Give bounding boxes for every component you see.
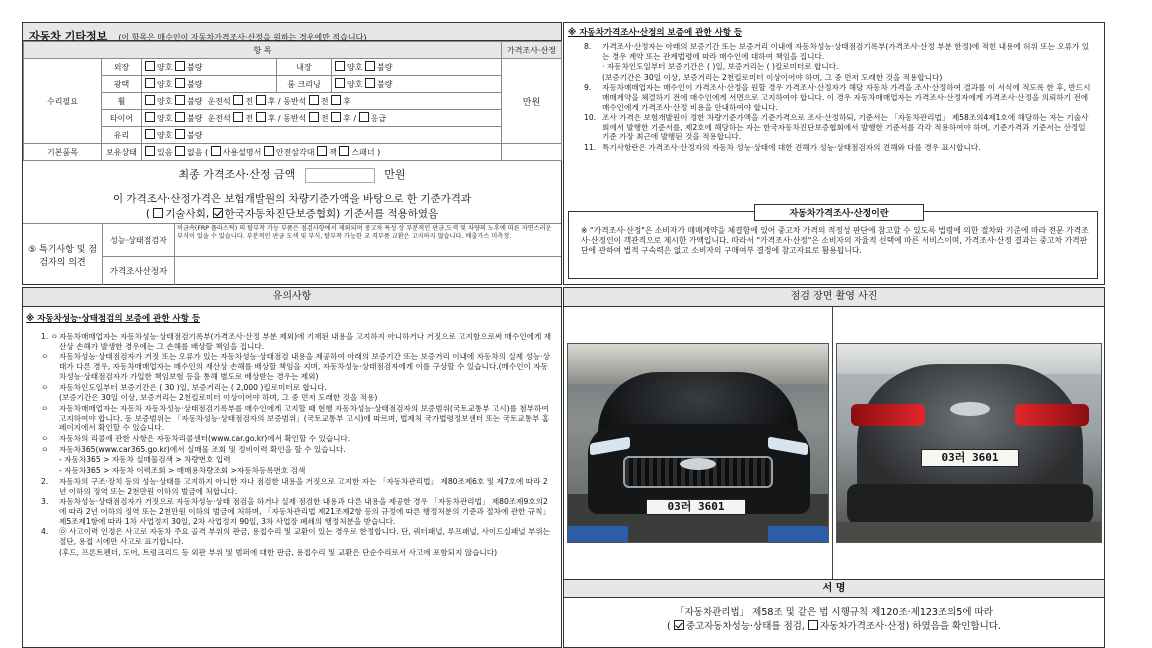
list-item [41,332,553,351]
interior-bad-checkbox[interactable] [365,61,375,71]
list-item-text: 조사 가격은 보험개발원이 정한 차량기준가액을 기준가격으로 조사·산정하되, 기준서는 「자동차관리법」 제58조의4제1호에 해당하는 자는 기술사회에서 발행한 기준서를, 제2호에 해당하는 자는 한국자동차진단보증협회에서 발행한 기준서를 각각 적용하여야 하며, 기준가격과 기준서는 산정일 기준 가장 최근에 발행된 것을 적용합니다. [602,113,1089,142]
list-item-number: 1. ㅇ [41,332,58,341]
price-unit: 만원 [502,59,562,144]
wheel-front-checkbox[interactable] [233,95,243,105]
list-item [41,466,553,476]
gloss-bad-checkbox[interactable] [175,78,185,88]
row-room-cleaning: 룸 크리닝 [277,76,332,93]
list-item-number: 11. [584,142,597,152]
list-item [584,113,1092,142]
list-item-text: 자동차매매업자는 자동차 자동차성능·상태점검기록부를 매수인에게 고지할 때 현행 자동차성능·상태점검자의 보증범위(국토교통부 고시)를 첨부하여 고지하여야 합니다. 동 보증범위는 「자동차성능·상태점검자의 보증범위」(국토교통부 고시)에 따르며, 법제처 국가법령정보센터 또는 국토교통부 홈페이지에서 확인할 수 있습니다. [59,403,550,433]
tire-rear-checkbox[interactable] [331,112,341,122]
photos-panel: 점검 장면 촬영 사진 03러 3601 03러 3601 서 명 「자동차관리법」 제58조 및 같은 법 시행규칙 제120조·제123조의5에 따라 ( 중고자동차성능·상태를 점검, 자동차가격조사·산정) 하였음을 확인합니다. [563,287,1105,648]
section-subtitle: (이 항목은 매수인이 자동차가격조사·산정을 원하는 경우에만 적습니다) [118,33,367,42]
list-item [584,62,1092,72]
notice-panel [22,287,562,648]
vehicle-other-info-panel: 자동차 기타정보 (이 항목은 매수인이 자동차가격조사·산정을 원하는 경우에만 적습니다) 항 목 가격조사·산정 수리필요 외장 양호 불량 내장 양호 불량 만원 광택 양호 불량 룸 크리닝 양호 불량 휠 양호 불량 운전석 전 후 / 동반석 전 후 타이어 양호 불량 운전석 전 후 / 동반석 전 후 / 응급 유리 양호 불량 기본품목 보유상태 있음 없음 ( 사용설명서 안전삼각대 잭 스패너 ) 최종 가격조사·산정 금액 만원 이 가격조사·산정가격은 보험개발원의 차량기준가액을 바탕으로 한 기준가격과 ( 기술사회, 한국자동차진단보증협회) 기준서를 적용하였음 ⑤ 특기사항 및 점검자의 의견 성능·상태점검자 비금속(FRP 플라스틱) 의 탈부착 가능 부품은 점검사항에서 제외되며 중고차 특성 상 부분적인 판금,도색 및 차량의 노후에 따른 자연스러운 부식이 있을 수 있습니다. 부분적인 판금 도색 및 부식, 탈부착 가능한 교 격부품 교환은 고지하지 않습니다. 배출가스 미측정. 가격조사산정자 [22,22,562,285]
special-notes-label: ⑤ 특기사항 및 점검자의 의견 [23,224,103,285]
wheel-good-checkbox[interactable] [145,95,155,105]
final-price-label: 최종 가격조사·산정 금액 [178,168,296,181]
list-item-text: ㉧ 사고이력 인정은 사고로 자동차 주요 골격 부위의 판금, 용접수리 및 교환이 있는 경우로 한정합니다. 단, 쿼터패널, 루프패널, 사이드실패널 부위는 절단, 용접 시에만 사고로 표기합니다. [59,527,550,547]
list-item-text: 자동차성능·상태점검자가 거짓으로 자동차성능·상태 점검을 하거나 실제 점검한 내용과 다른 내용을 제공한 경우 「자동차관리법」 제80조제9호의2에 따라 2년 이하의 징역 또는 2천만원 이하의 벌금에 처하며, 「자동차관리법 제21조제2항 등의 규정에 따른 행정처분의 기준과 절차에 관한 규칙」 제5조제1항에 따라 1차 사업정지 30일, 2차 사업정지 90일, 3차 사업장 폐쇄의 행정처분을 받습니다. [59,497,551,526]
row-gloss: 광택 [102,76,142,93]
engineers-society-checkbox[interactable] [153,208,163,218]
list-item-text: 자동차매매업자는 자동차성능·상태점검기록부(가격조사·산정 부분 제외)에 기재된 내용을 고지하지 아니하거나 거짓으로 고지함으로써 매수인에게 재산상 손해가 발생한 경우에는 그 손해를 배상할 책임을 집니다. [59,332,552,351]
jack-checkbox[interactable] [317,146,327,156]
perf-inspector-label: 성능·상태점검자 [103,224,175,257]
price-inspector-label: 가격조사산정자 [103,257,175,285]
tire-emergency-checkbox[interactable] [359,112,369,122]
list-item [41,383,553,393]
list-item-number: ㅇ [41,382,49,392]
triangle-checkbox[interactable] [264,146,274,156]
interior-good-checkbox[interactable] [335,61,345,71]
front-license-plate: 03러 3601 [646,499,746,515]
signature-line-1: 「자동차관리법」 제58조 및 같은 법 시행규칙 제120조·제123조의5에 따라 [675,607,993,618]
repair-group-label: 수리필요 [24,59,102,144]
cleaning-bad-checkbox[interactable] [365,78,375,88]
list-item-text: - 자동차365 > 자동차 이력조회 > 매매용차량조회 >자동차등록번호 검색 [59,466,306,476]
final-price-input[interactable] [305,168,375,183]
list-item [41,477,553,496]
rear-car-photo [836,343,1102,543]
list-item-text: · 자동차인도일부터 보증기간은 ( )일, 보증거리는 ( )킬로미터로 합니다. [602,62,839,72]
list-item-number: 2. [41,476,49,486]
list-item-text: 자동차인도일부터 보증기간은 ( 30 )일, 보증거리는 ( 2,000 )킬로미터로 합니다. [59,382,327,392]
list-item [41,434,553,444]
tire-good-checkbox[interactable] [145,112,155,122]
basis-line-1: 이 가격조사·산정가격은 보험개발원의 차량기준가액을 바탕으로 한 기준가격과 [112,193,472,205]
signature-title: 서 명 [564,579,1104,598]
list-item [584,73,1092,83]
list-item-number: ㅇ [41,434,49,444]
have-checkbox[interactable] [145,146,155,156]
photo-divider [832,307,833,579]
list-item-text: - 자동차365 > 자동차 실매물검색 > 차량번호 입력 [59,455,231,465]
row-interior: 내장 [277,59,332,76]
list-item-number: ㅇ [41,444,49,454]
tire-bad-checkbox[interactable] [175,112,185,122]
price-definition-box [568,211,1098,279]
list-item-number: 8. [584,42,592,51]
list-item-text: 자동차매매업자는 매수인이 가격조사·산정을 원할 경우 가격조사·산정자가 해당 자동차 가격을 조사·산정하여 결과를 이 서식에 적도록 한 후, 반드시 매매계약을 체결하기 전에 매수인에게 서면으로 고지하여야 합니다. 이 경우 자동차매매업자는 가격조사·산정자에게 가격조사·산정을 의뢰하기 전에 매수인에게 가격조사·산정 비용을 안내하여야 합니다. [602,83,1091,112]
price-inspector-note[interactable] [175,257,561,285]
manual-checkbox[interactable] [211,146,221,156]
list-item-number: ㅇ [41,352,49,362]
list-item [41,393,553,403]
front-car-photo [567,343,829,543]
list-item-text: 가격조사·산정자는 아래의 보증기간 또는 보증거리 이내에 자동차성능·상태점검기록부(가격조사·산정 부분 한정)에 적힌 내용에 허위 또는 오류가 있는 경우 계약 또는 관계법령에 따라 매수인에 대하여 책임을 집니다. [602,42,1090,61]
list-item [41,352,553,381]
price-survey-checkbox[interactable] [808,620,818,630]
list-item-number: 4. [41,527,49,537]
list-item-text: 자동차성능·상태점검자가 거짓 또는 오류가 있는 자동차성능·상태점검 내용을 제공하여 아래의 보증기간 또는 보증거리 이내에 자동차의 실제 성능·상태가 다른 경우, 자동차매매업자는 매수인의 재산상 손해를 배상할 책임을 지며, 자동차성능·상태점검자에게 이를 구상할 수 있습니다.(매수인이 자동차성능·상태점검자가 가입한 책임보험 등을 통해 별도로 배상받는 경우는 제외) [59,352,550,381]
wheel-front2-checkbox[interactable] [309,95,319,105]
list-item-number: ㅇ [41,403,49,413]
list-item [584,42,1092,61]
cleaning-good-checkbox[interactable] [335,78,345,88]
wheel-rear-checkbox[interactable] [331,95,341,105]
tire-front-checkbox[interactable] [233,112,243,122]
price-header: 가격조사·산정 [502,42,562,59]
list-item-text: (후드, 프론트펜더, 도어, 트렁크리드 등 외판 부위 및 범퍼에 대한 판금, 용접수리 및 교환은 단순수리로서 사고에 포함되지 않습니다) [59,547,498,557]
notice-heading: ※ 자동차성능·상태점검의 보증에 관한 사항 등 [26,314,201,324]
list-item [584,143,1092,153]
tire-rear-passenger-checkbox[interactable] [256,112,266,122]
list-item [41,445,553,455]
list-item-number: 9. [584,83,592,93]
none-checkbox[interactable] [175,146,185,156]
list-item [41,404,553,433]
kada-checkbox[interactable] [213,208,223,218]
row-wheel: 휠 [102,93,142,110]
rear-license-plate: 03러 3601 [921,449,1019,467]
exterior-bad-checkbox[interactable] [175,61,185,71]
row-glass: 유리 [102,127,142,144]
list-item [41,455,553,465]
list-item-text: 특기사항란은 가격조사·산정자의 자동차 성능·상태에 대한 견해가 성능·상태점검자의 견해와 다를 경우 표시합니다. [602,142,981,152]
row-exterior: 외장 [102,59,142,76]
list-item-text: 자동차365(www.car365.go.kr)에서 실매물 조회 및 정비이력 확인을 할 수 있습니다. [59,444,346,454]
list-item [584,83,1092,112]
final-price-unit: 만원 [384,168,406,181]
list-item-text: (보증기간은 30일 이상, 보증거리는 2천킬로미터 이상이어야 하며, 그 중 먼저 도래한 것을 적용합니다) [602,72,943,82]
possession-label: 보유상태 [102,144,142,161]
wheel-rear-passenger-checkbox[interactable] [256,95,266,105]
list-item-number: 10. [584,113,597,123]
glass-bad-checkbox[interactable] [175,129,185,139]
glass-good-checkbox[interactable] [145,129,155,139]
list-item-text: 자동차의 리콜에 관한 사항은 자동차리콜센터(www.car.go.kr)에서 확인할 수 있습니다. [59,434,351,444]
tire-front2-checkbox[interactable] [309,112,319,122]
list-item-number: 3. [41,497,49,507]
item-header: 항 목 [24,42,502,59]
list-item [41,548,553,558]
list-item [41,527,553,546]
price-definition-text: ※ "가격조사·산정"은 소비자가 매매계약을 체결함에 있어 중고차 가격의 적정성 판단에 참고할 수 있도록 법령에 의한 절차와 기준에 따라 전문 가격조사·산정인이 객관적으로 제시한 가액입니다. 따라서 "가격조사·산정"은 소비자의 자율적 선택에 따른 서비스이며, 가격조사·산정 결과는 중고차 가격판단에 관하여 법적 구속력은 없고 소비자의 구매여부 결정에 참고자료로 활용됩니다. [581,226,1089,255]
list-item-text: 자동차의 구조·장치 등의 성능·상태를 고지하지 아니한 자나 점검한 내용을 거짓으로 고지한 자는 「자동차관리법」 제80조제6호 및 제7호에 따라 2년 이하의 징역 또는 2천만원 이하의 벌금에 처합니다. [59,476,548,496]
list-item-text: (보증기간은 30일 이상, 보증거리는 2천킬로미터 이상이어야 하며, 그 중 먼저 도래한 것을 적용) [59,393,378,403]
perf-inspector-note: 비금속(FRP 플라스틱) 의 탈부착 가능 부품은 점검사항에서 제외되며 중고차 특성 상 부분적인 판금,도색 및 차량의 노후에 따른 자연스러운 부식이 있을 수 있습니다. 부분적인 판금 도색 및 부식, 탈부착 가능한 교 격부품 교환은 고지하지 않습니다. 배출가스 미측정. [175,224,561,257]
basic-items-label: 기본품목 [24,144,102,161]
list-item [41,497,553,526]
notice-title: 유의사항 [23,288,561,307]
spanner-checkbox[interactable] [339,146,349,156]
price-guarantee-panel [563,22,1105,285]
used-car-inspection-checkbox[interactable] [674,620,684,630]
wheel-bad-checkbox[interactable] [175,95,185,105]
gloss-good-checkbox[interactable] [145,78,155,88]
guarantee-heading: ※ 자동차가격조사·산정의 보증에 관한 사항 등 [568,28,743,38]
section-title: 자동차 기타정보 [29,30,108,43]
exterior-good-checkbox[interactable] [145,61,155,71]
row-tire: 타이어 [102,110,142,127]
price-definition-title: 자동차가격조사·산정이란 [754,204,924,221]
photos-title: 점검 장면 촬영 사진 [564,288,1104,307]
